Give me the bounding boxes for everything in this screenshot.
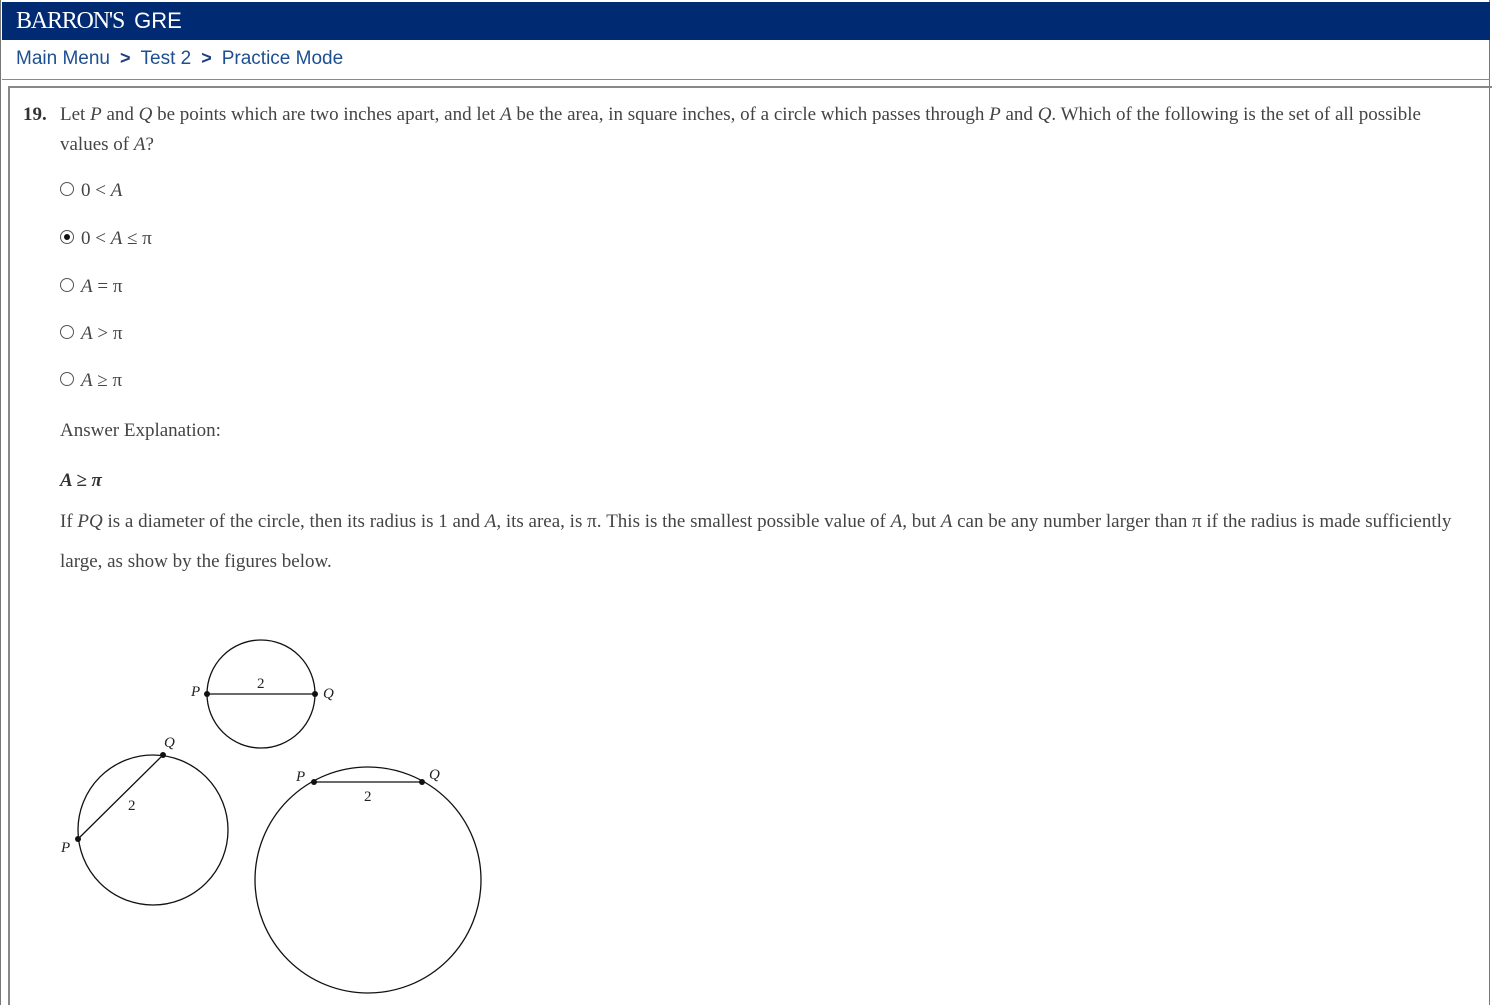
option-label: 0 < A <box>81 180 123 201</box>
option-label: A ≥ π <box>81 370 123 391</box>
answer-option-3[interactable] <box>60 276 122 300</box>
point-q-label: Q <box>429 767 440 783</box>
circle-figures-svg <box>50 630 510 1000</box>
explanation-text: If PQ is a diameter of the circle, then its radius is 1 and A, its area, is π. This is the smallest possible value of A, but A can be any number larger than π if the radius is made sufficiently large, as show by the figures below. <box>60 511 1452 572</box>
chord-length-label: 2 <box>257 676 265 692</box>
answer-option-4[interactable] <box>60 323 122 347</box>
radio-button[interactable] <box>60 182 74 196</box>
breadcrumb-separator: > <box>201 48 212 68</box>
correct-answer: A ≥ π <box>60 470 102 491</box>
circle-figures <box>50 630 510 1005</box>
figure-diameter-circle <box>190 640 334 748</box>
radio-button[interactable] <box>60 278 74 292</box>
breadcrumb <box>2 40 1490 80</box>
breadcrumb-test-2[interactable]: Test 2 <box>140 48 192 69</box>
question-number: 19. <box>23 104 47 125</box>
answer-option-5[interactable] <box>60 370 122 394</box>
point-q-label: Q <box>323 686 334 702</box>
question-text: Let P and Q be points which are two inches apart, and let A be the area, in square inches, of a circle which passes through P and Q. Which of the following is the set of all possible values of A? <box>60 104 1421 155</box>
point-p-label: P <box>61 840 71 856</box>
point-p-label: P <box>191 684 201 700</box>
point-p-label: P <box>296 769 306 785</box>
option-label: A > π <box>81 323 123 344</box>
figure-slanted-chord-circle <box>60 735 228 905</box>
answer-option-2[interactable] <box>60 228 152 252</box>
breadcrumb-main-menu[interactable]: Main Menu <box>16 48 110 69</box>
option-label: A = π <box>81 276 123 297</box>
chord-length-label: 2 <box>364 789 372 805</box>
brand-sub: GRE <box>134 8 182 33</box>
answer-option-1[interactable] <box>60 180 122 204</box>
point-q-label: Q <box>164 735 175 751</box>
option-label: 0 < A ≤ π <box>81 228 152 249</box>
breadcrumb-separator: > <box>120 48 131 68</box>
radio-button[interactable] <box>60 325 74 339</box>
radio-button[interactable] <box>60 372 74 386</box>
chord-length-label: 2 <box>128 798 136 814</box>
brand-logo <box>16 8 182 34</box>
app-header <box>2 2 1490 40</box>
breadcrumb-practice-mode[interactable]: Practice Mode <box>221 48 344 69</box>
brand-main: BARRON'S <box>16 8 125 34</box>
figure-large-circle <box>255 767 481 993</box>
radio-button[interactable] <box>60 230 74 244</box>
answer-explanation-label: Answer Explanation: <box>60 420 221 441</box>
